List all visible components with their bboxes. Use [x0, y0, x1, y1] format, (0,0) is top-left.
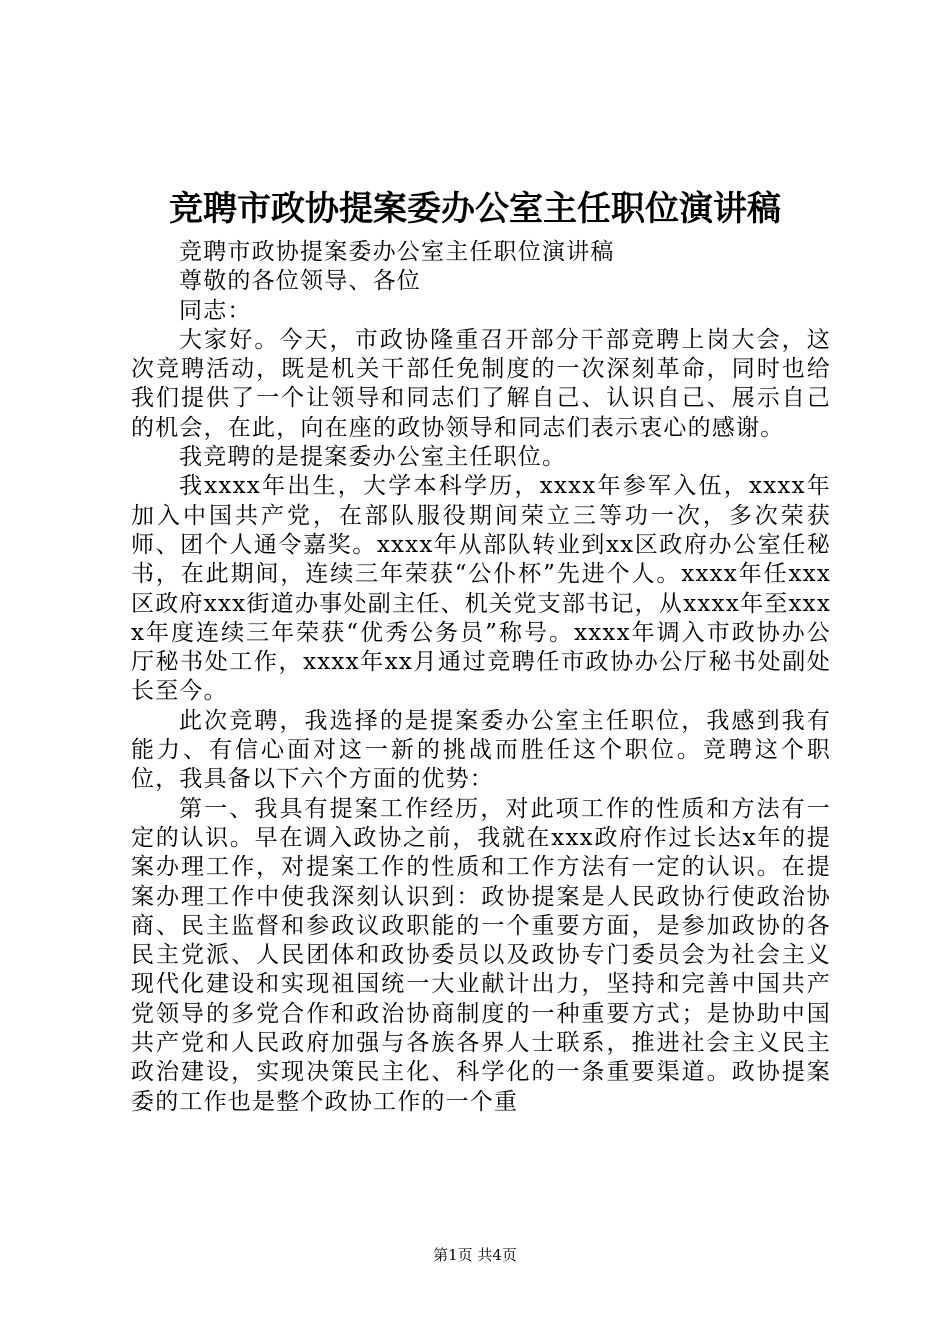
paragraph-advantage-one: 第一、我具有提案工作经历，对此项工作的性质和方法有一定的认识。早在调入政协之前，我就在xxx政府作过长达x年的提案办理工作，对提案工作的性质和工作方法有一定的认识。在提案办理工作中使我深刻认识到：政协提案是人民政协行使政治协商、民主监督和参政议政职能的一个重要方面，是参加政协的各民主党派、人民团体和政协委员以及政协专门委员会为社会主义现代化建设和实现祖国统一大业献计出力，坚持和完善中国共产党领导的多党合作和政治协商制度的一种重要方式；是协助中国共产党和人民政府加强与各族各界人士联系，推进社会主义民主政治建设，实现决策民主化、科学化的一条重要渠道。政协提案委的工作也是整个政协工作的一个重	[131, 795, 831, 1115]
paragraph-subtitle: 竞聘市政协提案委办公室主任职位演讲稿	[179, 239, 615, 265]
document-title: 竞聘市政协提案委办公室主任职位演讲稿	[169, 189, 781, 229]
paragraph-background: 我xxxx年出生，大学本科学历，xxxx年参军入伍，xxxx年加入中国共产党，在部队服役期间荣立三等功一次，多次荣获师、团个人通令嘉奖。xxxx年从部队转业到xx区政府办公室任秘书，在此期间，连续三年荣获“公仆杯”先进个人。xxxx年任xxx区政府xxx街道办事处副主任、机关党支部书记，从xxxx年至xxxx年度连续三年荣获“优秀公务员”称号。xxxx年调入市政协办公厅秘书处工作，xxxx年xx月通过竞聘任市政协办公厅秘书处副处长至今。	[131, 473, 831, 705]
page-footer: 第1页 共4页	[433, 1246, 517, 1264]
paragraph-motivation: 此次竞聘，我选择的是提案委办公室主任职位，我感到我有能力、有信心面对这一新的挑战而胜任这个职位。竞聘这个职位，我具备以下六个方面的优势：	[131, 707, 831, 793]
paragraph-salutation: 尊敬的各位领导、各位	[179, 268, 421, 295]
paragraph-position: 我竞聘的是提案委办公室主任职位。	[179, 444, 567, 471]
paragraph-greeting: 大家好。今天，市政协隆重召开部分干部竞聘上岗大会，这次竞聘活动，既是机关干部任免制度的一次深刻革命，同时也给我们提供了一个让领导和同志们了解自己、认识自己、展示自己的机会，在此，向在座的政协领导和同志们表示衷心的感谢。	[131, 326, 831, 441]
paragraph-salutation-cont: 同志：	[179, 297, 252, 324]
document-body	[131, 238, 831, 1117]
